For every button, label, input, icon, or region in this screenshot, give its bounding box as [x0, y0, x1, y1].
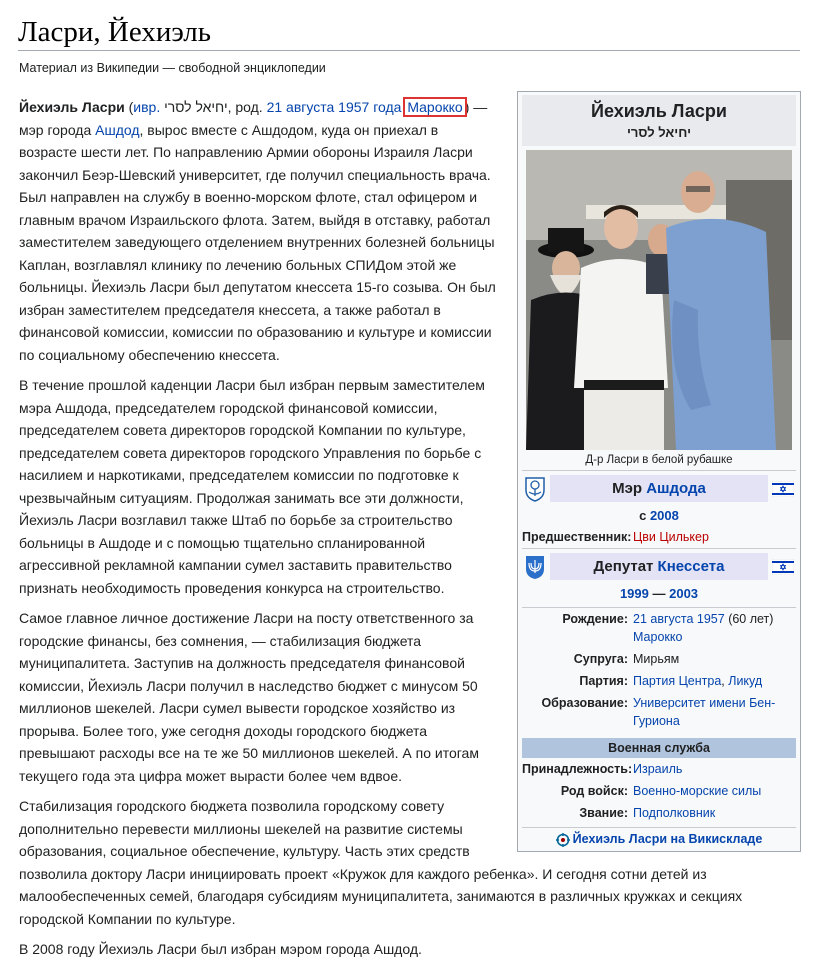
birth-value	[633, 610, 796, 646]
knesset-start-link[interactable]: 1999	[619, 586, 649, 601]
spouse-value: Мирьям	[633, 652, 680, 666]
office-knesset	[522, 548, 796, 582]
party-row	[522, 670, 796, 692]
mayor-since-link[interactable]: 2008	[649, 508, 679, 523]
party-value	[633, 672, 796, 690]
allegiance-row	[522, 758, 796, 780]
israel-flag-icon[interactable]	[772, 559, 794, 575]
knesset-term-sep: —	[648, 586, 670, 601]
page-title: Ласри, Йехиэль	[18, 16, 212, 48]
israel-flag-icon[interactable]	[772, 481, 794, 497]
predecessor-label: Предшественник:	[522, 530, 632, 544]
infobox-header	[522, 95, 796, 146]
spouse-row	[522, 648, 796, 670]
knesset-term	[522, 582, 796, 604]
party-sep: ,	[721, 674, 729, 688]
knesset-emblem-icon[interactable]	[524, 554, 546, 580]
rank-label: Звание:	[579, 806, 628, 820]
paren-open: (	[128, 99, 134, 115]
education-label: Образование:	[541, 696, 628, 710]
infobox-photo-wrap	[522, 146, 796, 452]
paragraph-4: Стабилизация городского бюджета позволила городскому совету дополнительно перевести миллионы шекелей на развитие системы образования, социальное обеспечение, культуру. Часть этих средств позволила доктору Ласри инициировать проект «Кружок для каждого ребенка». И сегодня сотни детей из малообеспеченных семей, благодаря субсидиям муниципалитета, занимаются в различных кружках и секциях городской Компании по культуре.	[19, 798, 743, 927]
site-tagline: Материал из Википедии — свободной энциклопедии	[19, 61, 326, 75]
birth-row	[522, 608, 796, 648]
infobox-native-name: יחיאל לסרי	[626, 125, 691, 140]
paren-close: )	[464, 99, 470, 115]
rank-row	[522, 802, 796, 824]
military-header: Военная служба	[522, 738, 796, 758]
commons-row	[522, 827, 796, 847]
party-link-2[interactable]: Ликуд	[728, 674, 763, 688]
rank-link[interactable]: Подполковник	[633, 806, 716, 820]
spouse-label: Супруга:	[573, 652, 628, 666]
office-mayor-title	[550, 475, 768, 502]
photo-caption: Д-р Ласри в белой рубашке	[585, 454, 733, 466]
mayor-term	[522, 504, 796, 526]
predecessor-row	[522, 526, 796, 548]
paragraph-3: Самое главное личное достижение Ласри на посту ответственного за городские финансы, без сомнения, — стабилизация бюджета муниципалитета. Заступив на должность председателя финансовой комиссии, Йехиэль Ласри получил в наследство бюджет с минусом 50 миллионов шекелей. Ласри сумел вывести городское хозяйство из прорыва. Более того, уже сегодня доходы городского бюджета превышают расходы все на те же 50 миллионов шекелей. А по итогам текущего года эта цифра может вырасти более чем вдвое.	[19, 610, 479, 784]
branch-row	[522, 780, 796, 802]
native-name: יחיאל לסרי	[164, 99, 228, 115]
allegiance-label: Принадлежность:	[522, 762, 633, 776]
ashdod-office-link[interactable]: Ашдода	[646, 480, 706, 497]
birth-place-link-infobox[interactable]: Марокко	[633, 630, 683, 644]
office-mayor	[522, 470, 796, 504]
education-link[interactable]: Университет имени Бен-Гуриона	[633, 696, 776, 728]
branch-link[interactable]: Военно-морские силы	[633, 784, 762, 798]
office-knesset-prefix: Депутат	[593, 558, 658, 575]
portrait-photo[interactable]	[526, 150, 792, 450]
birth-date-link[interactable]: 21 августа 1957 года	[266, 99, 402, 115]
commons-link[interactable]: Йехиэль Ласри на Викискладе	[572, 832, 763, 846]
party-label: Партия:	[579, 674, 628, 688]
paragraph-2: В течение прошлой каденции Ласри был избран первым заместителем мэра Ашдода, председателем городской финансовой комиссии, председателем совета директоров городской Компании по культуре, председателем совета директоров городского Управления по борьбе с насилием и наркотиками, председателем комиссии по подготовке к чрезвычайным ситуациям. Продолжая занимать все эти должности, Йехиэль Ласри возглавил также Штаб по борьбе за строительство больницы в Ашдоде и с помощью тщательно спланированной агрессивной рекламной кампании сумел заставить правительство признать необходимость проведения конкурса на строительство.	[19, 377, 485, 596]
title-divider	[18, 50, 800, 51]
lead-text-2: , вырос вместе с Ашдодом, куда он приехал в возрасте шести лет. По направлению Армии обороны Израиля Ласри закончил Беэр-Шевский университет, где получил специальность врача. Был направлен на службу в военно-морском флоте, стал офицером и главным врачом Израильского флота. Затем, выйдя в отставку, работал заместителем заведующего отделением внутренних болезней больницы Каплан, возглавлял клинику по лечению больных СПИДом этой же больницы. Йехиэль Ласри был депутатом кнессета 15-го созыва. Он был избран заместителем председателя кнессета, а также работал в финансовой комиссии, комиссии по образованию и культуре и комиссии по социальному обеспечению кнессета.	[19, 121, 496, 363]
ashdod-link[interactable]: Ашдод	[95, 121, 140, 138]
wikimedia-commons-icon	[556, 833, 570, 847]
party-link-1[interactable]: Партия Центра	[633, 674, 722, 688]
lead-dash: —	[469, 99, 488, 115]
office-mayor-prefix: Мэр	[612, 480, 647, 497]
ashdod-emblem-icon[interactable]	[524, 476, 546, 502]
branch-label: Род войск:	[560, 784, 628, 798]
lang-link[interactable]: ивр.	[133, 99, 161, 115]
infobox	[517, 91, 801, 852]
paragraph-5: В 2008 году Йехиэль Ласри был избран мэром города Ашдод.	[19, 941, 422, 957]
birth-place-link[interactable]: Марокко	[407, 99, 463, 115]
infobox-name: Йехиэль Ласри	[591, 101, 727, 121]
lead-text-1: мэр города	[19, 121, 96, 138]
knesset-link[interactable]: Кнессета	[657, 558, 725, 575]
predecessor-link[interactable]: Цви Цилькер	[633, 530, 709, 544]
lead-name: Йехиэль Ласри	[19, 99, 125, 115]
knesset-end-link[interactable]: 2003	[669, 586, 699, 601]
mayor-since-prefix: с	[639, 508, 650, 523]
birth-label: Рождение:	[562, 612, 628, 626]
education-row	[522, 692, 796, 732]
allegiance-link[interactable]: Израиль	[633, 762, 683, 776]
born-prefix: , род.	[227, 99, 263, 115]
office-knesset-title	[550, 553, 768, 580]
age-text: (60 лет)	[724, 612, 774, 626]
birth-date-link-infobox[interactable]: 21 августа 1957	[633, 612, 725, 626]
